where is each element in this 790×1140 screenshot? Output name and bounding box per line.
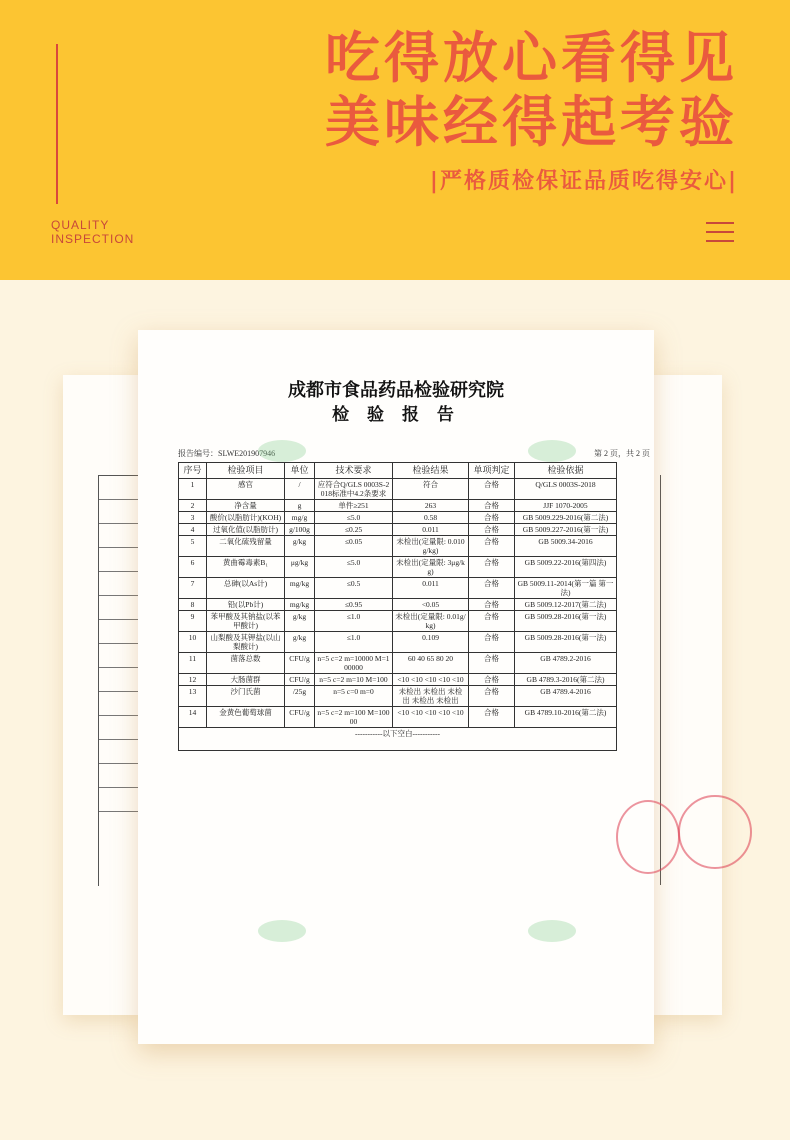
column-header: 单项判定	[469, 463, 515, 479]
back-page-right	[650, 375, 722, 1015]
table-cell: 合格	[469, 653, 515, 674]
table-row	[179, 599, 617, 611]
table-cell: 14	[179, 707, 207, 728]
table-cell: g/100g	[285, 524, 315, 536]
table-cell: GB 5009.229-2016(第二法)	[515, 512, 617, 524]
table-cell: 12	[179, 674, 207, 686]
table-cell: 0.58	[393, 512, 469, 524]
table-cell: 0.011	[393, 578, 469, 599]
table-cell: 符合	[393, 479, 469, 500]
table-cell: 酸价(以脂肪计)(KOH)	[207, 512, 285, 524]
table-cell: CFU/g	[285, 707, 315, 728]
table-cell: 11	[179, 653, 207, 674]
table-cell: 合格	[469, 500, 515, 512]
table-cell: /	[285, 479, 315, 500]
table-row	[179, 686, 617, 707]
table-cell: 1	[179, 479, 207, 500]
table-cell: 未检出 未检出 未检出 未检出 未检出	[393, 686, 469, 707]
table-cell: GB 5009.28-2016(第一法)	[515, 632, 617, 653]
red-seal-stamp	[678, 795, 752, 869]
table-cell: GB 4789.3-2016(第二法)	[515, 674, 617, 686]
table-cell: 金黄色葡萄球菌	[207, 707, 285, 728]
table-cell: 合格	[469, 524, 515, 536]
table-cell: 菌落总数	[207, 653, 285, 674]
report-number: 报告编号：SLWE201907946	[178, 449, 276, 458]
back-page-left	[63, 375, 143, 1015]
column-header: 技术要求	[315, 463, 393, 479]
table-row	[179, 500, 617, 512]
table-cell: n=5 c=2 m=100 M=10000	[315, 707, 393, 728]
header-banner	[0, 0, 790, 280]
table-row	[179, 632, 617, 653]
table-cell: mg/kg	[285, 599, 315, 611]
headline-1: 吃得放心看得见	[324, 26, 738, 90]
table-cell: 5	[179, 536, 207, 557]
table-cell: 合格	[469, 674, 515, 686]
table-row	[179, 479, 617, 500]
table-cell: ≤0.25	[315, 524, 393, 536]
table-cell: 0.011	[393, 524, 469, 536]
table-cell: 单件≥251	[315, 500, 393, 512]
table-cell: mg/g	[285, 512, 315, 524]
table-cell: g	[285, 500, 315, 512]
column-header: 检验项目	[207, 463, 285, 479]
table-cell: n=5 c=0 m=0	[315, 686, 393, 707]
table-cell: 10	[179, 632, 207, 653]
table-cell: CFU/g	[285, 674, 315, 686]
table-cell: 8	[179, 599, 207, 611]
table-cell: 7	[179, 578, 207, 599]
report-title: 检 验 报 告	[332, 405, 460, 425]
table-cell: 9	[179, 611, 207, 632]
table-cell: GB 5009.227-2016(第一法)	[515, 524, 617, 536]
table-cell: ≤0.5	[315, 578, 393, 599]
table-cell: 合格	[469, 632, 515, 653]
table-cell: 合格	[469, 707, 515, 728]
blank-note: -----------以下空白-----------	[179, 728, 617, 751]
table-cell: GB 5009.34-2016	[515, 536, 617, 557]
table-cell: 大肠菌群	[207, 674, 285, 686]
table-cell: 合格	[469, 578, 515, 599]
table-cell: 二氧化硫残留量	[207, 536, 285, 557]
red-seal-stamp	[616, 800, 680, 874]
table-cell: 铅(以Pb计)	[207, 599, 285, 611]
decorative-line	[56, 44, 58, 204]
quality-inspection-label	[51, 218, 134, 246]
page-number: 第 2 页，共 2 页	[594, 449, 650, 458]
table-cell: 合格	[469, 512, 515, 524]
table-cell: g/kg	[285, 632, 315, 653]
table-cell: /25g	[285, 686, 315, 707]
table-cell: 黄曲霉毒素B₁	[207, 557, 285, 578]
table-row	[179, 557, 617, 578]
quality-label-line-1: QUALITY	[51, 218, 110, 232]
menu-icon[interactable]	[706, 222, 734, 244]
table-cell: 6	[179, 557, 207, 578]
table-cell: 合格	[469, 536, 515, 557]
table-row	[179, 674, 617, 686]
table-cell: 未检出(定量限: 0.010g/kg)	[393, 536, 469, 557]
table-cell: <0.05	[393, 599, 469, 611]
table-cell: <10 <10 <10 <10 <10	[393, 674, 469, 686]
table-cell: ≤5.0	[315, 512, 393, 524]
table-cell: 总砷(以As计)	[207, 578, 285, 599]
column-header: 检验依据	[515, 463, 617, 479]
table-cell: Q/GLS 0003S-2018	[515, 479, 617, 500]
table-cell: n=5 c=2 m=10 M=100	[315, 674, 393, 686]
table-cell: 合格	[469, 686, 515, 707]
table-cell: mg/kg	[285, 578, 315, 599]
table-cell: ≤0.95	[315, 599, 393, 611]
table-cell: GB 5009.11-2014(第一篇 第一法)	[515, 578, 617, 599]
table-row	[179, 536, 617, 557]
table-cell: 过氧化值(以脂肪计)	[207, 524, 285, 536]
table-cell: 合格	[469, 611, 515, 632]
table-row	[179, 578, 617, 599]
table-cell: 合格	[469, 479, 515, 500]
headline-2: 美味经得起考验	[324, 90, 738, 154]
table-cell: n=5 c=2 m=10000 M=100000	[315, 653, 393, 674]
table-cell: 感官	[207, 479, 285, 500]
table-row	[179, 524, 617, 536]
table-cell: 净含量	[207, 500, 285, 512]
table-cell: μg/kg	[285, 557, 315, 578]
table-cell: GB 5009.22-2016(第四法)	[515, 557, 617, 578]
table-cell: ≤5.0	[315, 557, 393, 578]
table-row	[179, 653, 617, 674]
watermark-logo	[258, 440, 306, 462]
inspection-report-page	[138, 330, 654, 1044]
table-cell: GB 4789.2-2016	[515, 653, 617, 674]
table-cell: 山梨酸及其钾盐(以山梨酸计)	[207, 632, 285, 653]
table-cell: ≤0.05	[315, 536, 393, 557]
table-cell: 3	[179, 512, 207, 524]
table-cell: CFU/g	[285, 653, 315, 674]
table-row	[179, 512, 617, 524]
table-cell: 合格	[469, 557, 515, 578]
table-cell: ≤1.0	[315, 632, 393, 653]
subline: |严格质检保证品质吃得安心|	[429, 169, 738, 194]
table-cell: 应符合Q/GLS 0003S-2018标准中4.2条要求	[315, 479, 393, 500]
table-cell: 2	[179, 500, 207, 512]
table-cell: g/kg	[285, 536, 315, 557]
table-cell: GB 5009.28-2016(第一法)	[515, 611, 617, 632]
table-cell: <10 <10 <10 <10 <10	[393, 707, 469, 728]
table-cell: 13	[179, 686, 207, 707]
column-header: 单位	[285, 463, 315, 479]
blank-note-row	[179, 728, 617, 751]
report-org: 成都市食品药品检验研究院	[288, 380, 504, 401]
table-cell: 苯甲酸及其钠盐(以苯甲酸计)	[207, 611, 285, 632]
table-row	[179, 707, 617, 728]
column-header: 检验结果	[393, 463, 469, 479]
table-cell: ≤1.0	[315, 611, 393, 632]
table-cell: 4	[179, 524, 207, 536]
table-cell: GB 4789.10-2016(第二法)	[515, 707, 617, 728]
table-cell: 未检出(定量限: 0.01g/kg)	[393, 611, 469, 632]
watermark-logo	[528, 920, 576, 942]
table-cell: 合格	[469, 599, 515, 611]
table-cell: 沙门氏菌	[207, 686, 285, 707]
table-row	[179, 611, 617, 632]
watermark-logo	[258, 920, 306, 942]
table-cell: GB 4789.4-2016	[515, 686, 617, 707]
table-cell: GB 5009.12-2017(第二法)	[515, 599, 617, 611]
table-cell: JJF 1070-2005	[515, 500, 617, 512]
column-header: 序号	[179, 463, 207, 479]
table-cell: 60 40 65 80 20	[393, 653, 469, 674]
table-cell: g/kg	[285, 611, 315, 632]
table-cell: 0.109	[393, 632, 469, 653]
quality-label-line-2: INSPECTION	[51, 232, 135, 246]
table-cell: 未检出(定量限: 3μg/kg)	[393, 557, 469, 578]
watermark-logo	[528, 440, 576, 462]
table-cell: 263	[393, 500, 469, 512]
table-header-row	[179, 463, 617, 479]
report-table	[178, 462, 617, 751]
